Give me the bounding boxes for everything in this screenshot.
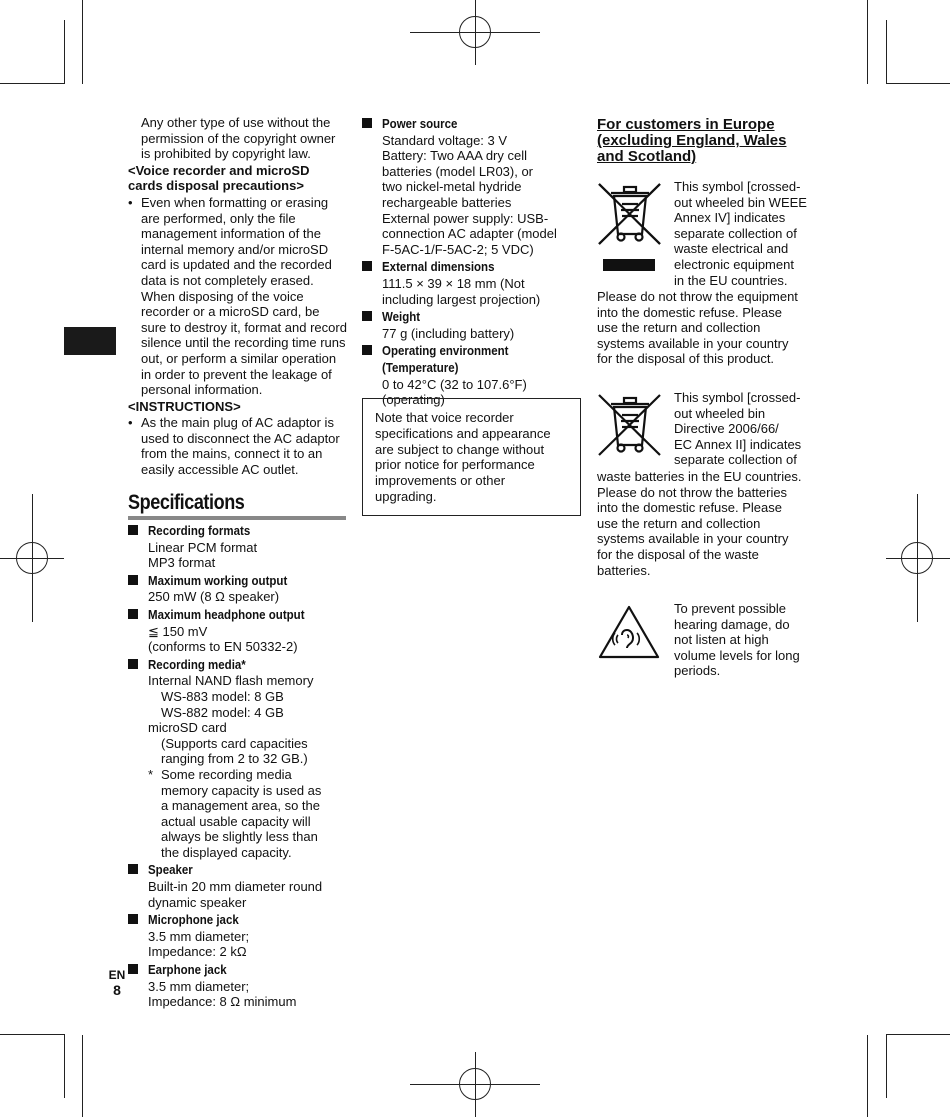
weee-full-text: Please do not throw the equipment into the domestic refuse. Please use the return and collection systems available in your country for the disposal of this product.	[597, 289, 798, 367]
left-column	[128, 115, 350, 478]
registration-mark-bottom	[459, 1068, 491, 1100]
battery-full-text: waste batteries in the EU countries. Please do not throw the batteries into the domestic refuse. Please use the return and collection systems available in your country for the disposal of the waste batteries.	[597, 469, 802, 578]
spec-max-working-output: Maximum working output 250 mW (8 Ω speaker)	[128, 573, 350, 605]
disposal-heading: <Voice recorder and microSD cards disposal precautions>	[128, 162, 310, 194]
weee-side-text: This symbol [crossed- out wheeled bin WEEE Annex IV] indicates separate collection of waste electrical and electronic equipment in the EU countries.	[674, 179, 807, 288]
recording-media-footnote: * Some recording media memory capacity is used as a management area, so the actual usable capacity will always be slightly less than the displayed capacity.	[148, 766, 322, 860]
registration-mark-left	[16, 542, 48, 574]
specifications-note-box: Note that voice recorder specifications and appearance are subject to change without prior notice for performance improvements or other upgrading.	[362, 398, 581, 516]
spec-recording-formats: Recording formats Linear PCM format MP3 format	[128, 523, 350, 571]
page-footer	[107, 968, 127, 998]
spec-power-source: Power source Standard voltage: 3 V Battery: Two AAA dry cell batteries (model LR03), or two nickel-metal hydride rechargeable batteries External power supply: USB- connection AC adapter (model F-5AC-1/F-5AC-2; 5 VDC)	[362, 116, 584, 257]
spec-weight: Weight 77 g (including battery)	[362, 309, 584, 341]
instructions-bullet: • As the main plug of AC adaptor is used to disconnect the AC adaptor from the mains, connect it to an easily accessible AC outlet.	[128, 415, 350, 477]
specifications-heading-block	[128, 491, 346, 520]
middle-column	[362, 116, 584, 408]
weee-bin-icon	[597, 182, 663, 272]
language-code: EN	[108, 968, 126, 982]
hearing-warning-icon	[597, 604, 661, 660]
spec-earphone-jack: Earphone jack 3.5 mm diameter; Impedance: 8 Ω minimum	[128, 962, 350, 1010]
spec-max-headphone-output: Maximum headphone output ≦ 150 mV (conforms to EN 50332-2)	[128, 607, 350, 655]
registration-mark-right	[901, 542, 933, 574]
instructions-heading: <INSTRUCTIONS>	[128, 398, 241, 414]
spec-recording-media: Recording media* Internal NAND flash memory WS-883 model: 8 GB WS-882 model: 4 GB microSD card (Supports card capacities ranging from 2 to 32 GB.) * Some recording media memory capacity is used as a management area, so the actual usable capacity will always be slightly less than the displayed capacity.	[128, 657, 350, 861]
chapter-tab	[64, 327, 116, 355]
spec-speaker: Speaker Built-in 20 mm diameter round dynamic speaker	[128, 862, 350, 910]
spec-microphone-jack: Microphone jack 3.5 mm diameter; Impedance: 2 kΩ	[128, 912, 350, 960]
page-number: 8	[113, 982, 121, 998]
europe-heading: For customers in Europe (excluding England, Wales and Scotland)	[597, 116, 787, 165]
copyright-intro: Any other type of use without the permission of the copyright owner is prohibited by copyright law.	[141, 115, 336, 162]
spec-operating-environment: Operating environment (Temperature) 0 to 42°C (32 to 107.6°F) (operating)	[362, 343, 584, 407]
battery-side-text: This symbol [crossed- out wheeled bin Directive 2006/66/ EC Annex II] indicates separate collection of	[674, 390, 802, 468]
registration-mark-top	[459, 16, 491, 48]
battery-bin-icon	[597, 393, 663, 459]
specifications-heading: Specifications	[128, 491, 245, 514]
spec-external-dimensions: External dimensions 111.5 × 39 × 18 mm (Not including largest projection)	[362, 259, 584, 307]
left-specs	[128, 523, 350, 1010]
disposal-bullet: • Even when formatting or erasing are performed, only the file management information of the internal memory and/or microSD card is updated and the recorded data is not completely erased. When disposing of the voice recorder or a microSD card, be sure to destroy it, format and record silence until the recording time runs out, or perform a similar operation in order to prevent the leakage of personal information.	[128, 195, 350, 398]
heading-underline	[128, 516, 346, 520]
hearing-warning-text: To prevent possible hearing damage, do not listen at high volume levels for long periods.	[674, 601, 800, 679]
